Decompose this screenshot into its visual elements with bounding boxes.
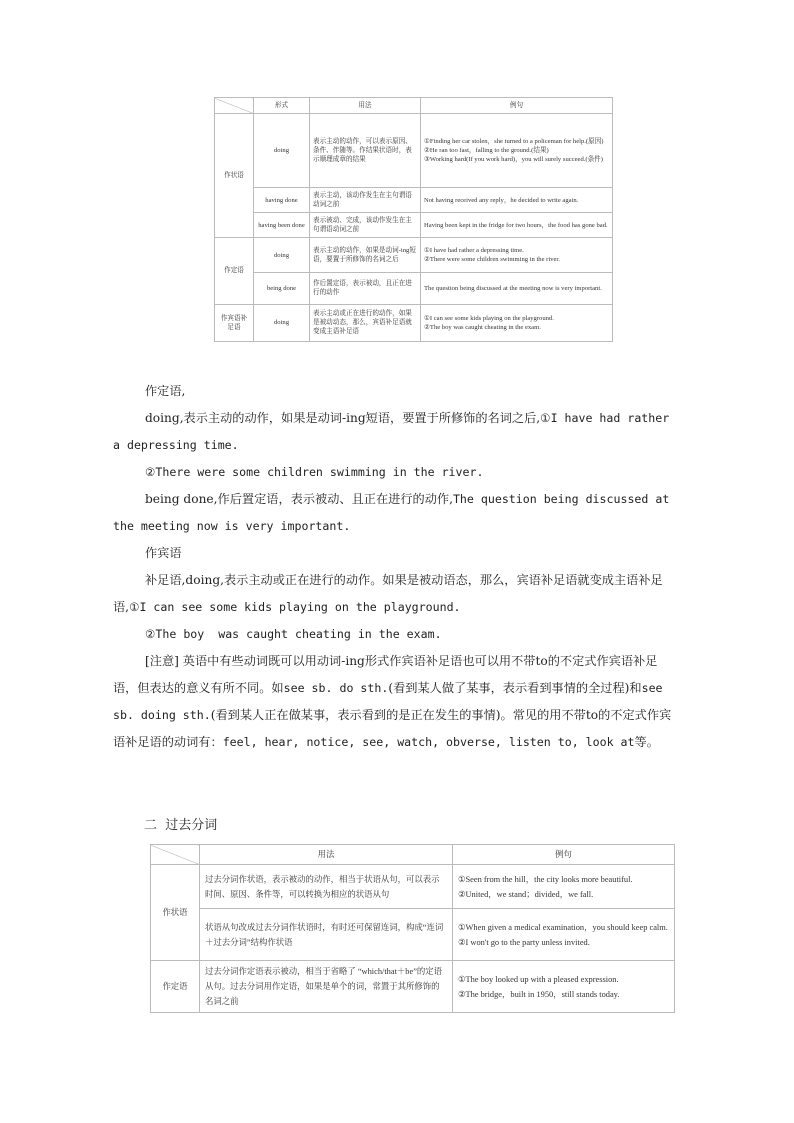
table-header-row [215, 98, 613, 114]
group-label: 作状语 [151, 865, 200, 961]
note-paragraph: [注意] 英语中有些动词既可以用动词-ing形式作宾语补足语也可以用不带to的不定式作宾语补足语，但表达的意义有所不同。如see sb. do sth.(看到某人做了某事，表示看到事情的全过程)和see sb. doing sth.(看到某人正在做某事，表示看到的是正在发生的事情)。常见的用不带to的不定式作宾语补足语的动词有：feel, hear, notice, see, watch, obverse, listen to, look at等。 [113, 654, 672, 749]
paragraph: ②The boy was caught cheating in the exam. [145, 627, 442, 641]
usage-cell: 过去分词作状语，表示被动的动作，相当于状语从句，可以表示时间、原因、条件等，可以转换为相应的状语从句 [200, 865, 453, 909]
usage-cell: 表示主动的动作，可以表示原因、条件、伴随等。作结果状语时，表示顺理成章的结果 [310, 113, 421, 188]
table-row [215, 113, 613, 188]
usage-cell: 作后置定语，表示被动，且正在进行的动作 [310, 273, 421, 304]
paragraph: being done,作后置定语，表示被动、且正在进行的动作,The question being discussed at the meeting now is very important. [113, 492, 670, 533]
form-cell: doing [254, 304, 310, 341]
table-row [151, 961, 675, 1013]
example-cell: ①I can see some kids playing on the playground. ②The boy was caught cheating in the exam. [421, 304, 613, 341]
group-label: 作定语 [151, 961, 200, 1013]
usage-cell: 表示主动的动作，如果是动词-ing短语，要置于所修饰的名词之后 [310, 238, 421, 273]
section-heading: 二 过去分词 [144, 818, 218, 833]
example-cell: ①I have had rather a depressing time. ②There were some children swimming in the river. [421, 238, 613, 273]
table-header-row [151, 845, 675, 865]
table-row [215, 273, 613, 304]
table-row [151, 865, 675, 909]
form-cell: having done [254, 188, 310, 213]
paragraph: 补足语,doing,表示主动或正在进行的动作。如果是被动语态，那么，宾语补足语就变成主语补足语,①I can see some kids playing on the playground. [113, 573, 663, 614]
corner-cell [151, 845, 200, 865]
table-row [215, 238, 613, 273]
example-cell: Having been kept in the fridge for two hours，the food has gone bad. [421, 213, 613, 238]
paragraph: 作定语, [145, 384, 186, 398]
example-cell: ①Seen from the hill，the city looks more beautiful. ②United，we stand；divided，we fall. [453, 865, 675, 909]
header-usage: 用法 [200, 845, 453, 865]
usage-cell: 过去分词作定语表示被动，相当于省略了 “which/that＋be”的定语从句。过去分词用作定语，如果是单个的词，常置于其所修饰的名词之前 [200, 961, 453, 1013]
participle-present-table [214, 97, 613, 342]
past-participle-table [150, 844, 675, 1013]
example-cell: Not having received any reply，he decided to write again. [421, 188, 613, 213]
form-cell: being done [254, 273, 310, 304]
example-cell: ①When given a medical examination，you should keep calm. ②I won't go to the party unless invited. [453, 909, 675, 961]
corner-cell [215, 98, 254, 114]
paragraph: ②There were some children swimming in the river. [145, 465, 484, 479]
group-label: 作状语 [215, 113, 254, 238]
usage-cell: 表示主动或正在进行的动作，如果是被动动态，那么，宾语补足语就变成主语补足语 [310, 304, 421, 341]
example-cell: The question being discussed at the meeting now is very important. [421, 273, 613, 304]
explanation-text [113, 378, 681, 756]
table-row [151, 909, 675, 961]
header-form: 形式 [254, 98, 310, 114]
form-cell: doing [254, 238, 310, 273]
header-example: 例句 [421, 98, 613, 114]
group-label: 作宾语补足语 [215, 304, 254, 341]
form-cell: having been done [254, 213, 310, 238]
example-cell: ①Finding her car stolen，she turned to a policeman for help.(原因) ②He ran too fast，falling to the ground.(结果) ③Working hard(If you work hard)，you will surely succeed.(条件) [421, 113, 613, 188]
header-usage: 用法 [310, 98, 421, 114]
table-row [215, 304, 613, 341]
usage-cell: 状语从句改成过去分词作状语时，有时还可保留连词，构成“连词＋过去分词”结构作状语 [200, 909, 453, 961]
table-row [215, 213, 613, 238]
paragraph: doing,表示主动的动作，如果是动词-ing短语，要置于所修饰的名词之后,①I have had rather a depressing time. [113, 411, 670, 452]
header-example: 例句 [453, 845, 675, 865]
paragraph: 作宾语 [145, 546, 182, 560]
usage-cell: 表示被动、完成，该动作发生在主句谓语动词之前 [310, 213, 421, 238]
usage-cell: 表示主动，该动作发生在主句谓语动词之前 [310, 188, 421, 213]
form-cell: doing [254, 113, 310, 188]
table-row [215, 188, 613, 213]
group-label: 作定语 [215, 238, 254, 304]
example-cell: ①The boy looked up with a pleased expression. ②The bridge，built in 1950，still stands today. [453, 961, 675, 1013]
